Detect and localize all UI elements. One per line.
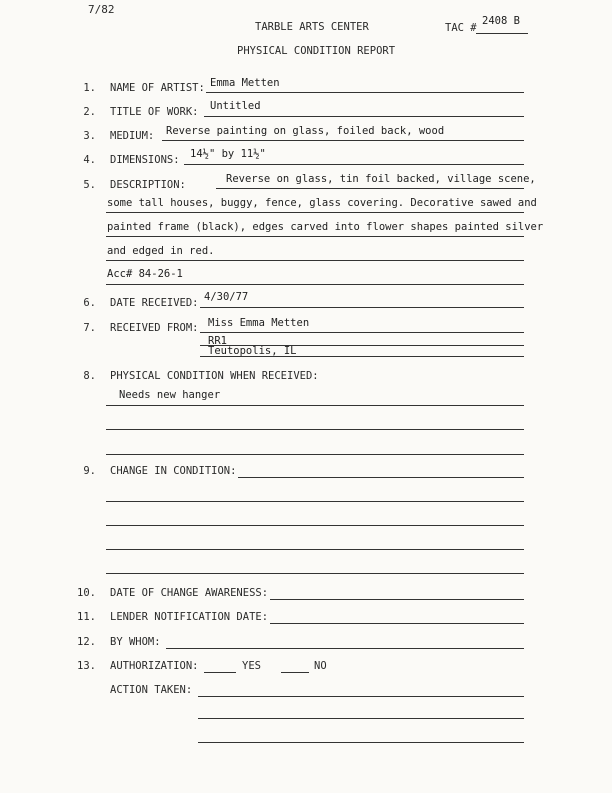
artist-label: NAME OF ARTIST: <box>110 82 205 94</box>
change-awareness-label: DATE OF CHANGE AWARENESS: <box>110 587 269 599</box>
condition-line <box>106 405 524 406</box>
title-label: TITLE OF WORK: <box>110 106 199 118</box>
condition-line <box>106 429 524 430</box>
change-line <box>106 501 524 502</box>
tac-label: TAC # <box>445 22 477 34</box>
date-received-label: DATE RECEIVED: <box>110 297 199 309</box>
field-number: 8. <box>83 370 96 382</box>
lender-notification-label: LENDER NOTIFICATION DATE: <box>110 611 269 623</box>
accession-number: Acc# 84-26-1 <box>107 268 183 280</box>
change-line <box>106 573 524 574</box>
description-rule <box>106 284 524 285</box>
no-blank <box>281 672 309 673</box>
action-taken-label: ACTION TAKEN: <box>110 684 193 696</box>
field-number: 11. <box>77 611 96 623</box>
condition-line <box>106 454 524 455</box>
field-number: 7. <box>83 322 96 334</box>
field-number: 12. <box>77 636 96 648</box>
page-ref-note: 7/82 <box>88 3 115 16</box>
description-rule <box>106 236 524 237</box>
description-line-4: and edged in red. <box>107 245 215 257</box>
field-number: 6. <box>83 297 96 309</box>
medium-label: MEDIUM: <box>110 130 155 142</box>
no-option: NO <box>314 660 327 672</box>
address-rule <box>200 356 524 357</box>
description-label: DESCRIPTION: <box>110 179 186 191</box>
description-rule <box>216 188 524 189</box>
dimensions-label: DIMENSIONS: <box>110 154 180 166</box>
field-number: 5. <box>83 179 96 191</box>
by-whom-line <box>166 648 524 649</box>
field-number: 10. <box>77 587 96 599</box>
yes-blank <box>204 672 236 673</box>
description-line-2: some tall houses, buggy, fence, glass covering. Decorative sawed and <box>107 197 537 209</box>
change-line <box>238 477 524 478</box>
lender-notification-line <box>270 623 524 624</box>
condition-received-value: Needs new hanger <box>119 389 221 401</box>
medium-line <box>162 140 524 141</box>
artist-value: Emma Metten <box>210 77 280 89</box>
condition-received-label: PHYSICAL CONDITION WHEN RECEIVED: <box>110 370 319 382</box>
title-value: Untitled <box>210 100 261 112</box>
date-received-line <box>200 307 524 308</box>
action-line <box>198 718 524 719</box>
field-number: 3. <box>83 130 96 142</box>
field-number: 4. <box>83 154 96 166</box>
medium-value: Reverse painting on glass, foiled back, wood <box>166 125 445 137</box>
yes-option: YES <box>242 660 261 672</box>
field-number: 9. <box>83 465 96 477</box>
change-line <box>106 549 524 550</box>
artist-line <box>206 92 524 93</box>
field-number: 13. <box>77 660 96 672</box>
by-whom-label: BY WHOM: <box>110 636 161 648</box>
report-title: PHYSICAL CONDITION REPORT <box>237 45 396 57</box>
received-from-label: RECEIVED FROM: <box>110 322 199 334</box>
change-awareness-line <box>270 599 524 600</box>
tac-underline <box>476 33 528 34</box>
change-condition-label: CHANGE IN CONDITION: <box>110 465 237 477</box>
action-line <box>198 696 524 697</box>
date-received-value: 4/30/77 <box>204 291 249 303</box>
action-line <box>198 742 524 743</box>
field-number: 2. <box>83 106 96 118</box>
org-name: TARBLE ARTS CENTER <box>255 21 369 33</box>
description-line-1: Reverse on glass, tin foil backed, village scene, <box>226 173 536 185</box>
field-number: 1. <box>83 82 96 94</box>
tac-number: 2408 B <box>482 15 520 27</box>
description-line-3: painted frame (black), edges carved into flower shapes painted silver <box>107 221 544 233</box>
change-line <box>106 525 524 526</box>
authorization-label: AUTHORIZATION: <box>110 660 199 672</box>
dimensions-line <box>184 164 524 165</box>
address-line-2: Teutopolis, IL <box>208 345 297 357</box>
title-line <box>204 116 524 117</box>
dimensions-value: 14½" by 11½" <box>190 148 266 160</box>
received-from-line <box>200 332 524 333</box>
address-line-1: RR1 <box>208 335 227 347</box>
description-rule <box>106 212 524 213</box>
description-rule <box>106 260 524 261</box>
received-from-value: Miss Emma Metten <box>208 317 310 329</box>
